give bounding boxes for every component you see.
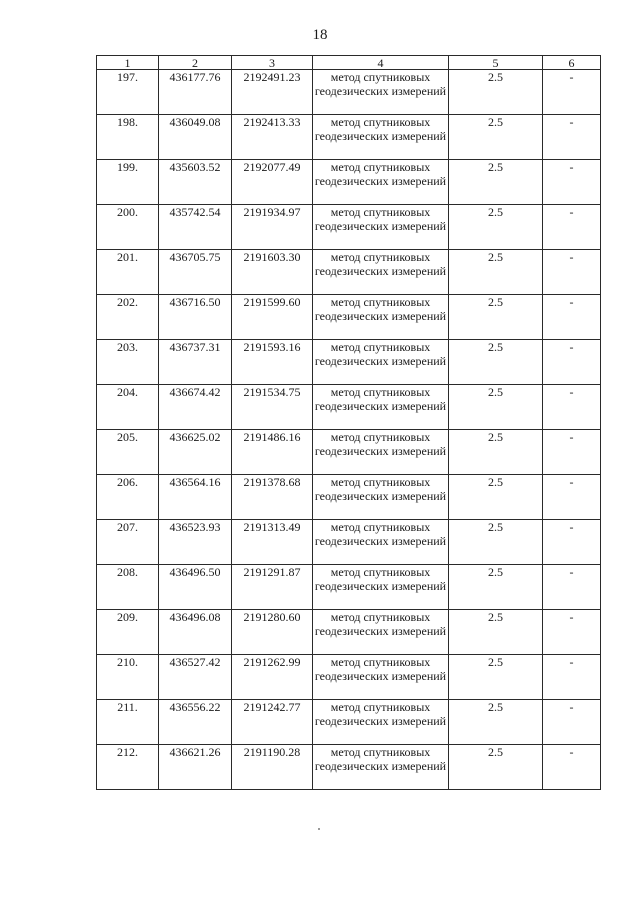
method-cell: метод спутниковых геодезических измерений (313, 70, 449, 115)
header-row (97, 56, 601, 70)
method-cell: метод спутниковых геодезических измерений (313, 745, 449, 790)
coord-x-cell: 436496.50 (159, 565, 232, 610)
coord-x-cell: 436049.08 (159, 115, 232, 160)
accuracy-cell: 2.5 (449, 430, 543, 475)
note-cell: - (543, 475, 601, 520)
coord-y-cell: 2192491.23 (232, 70, 313, 115)
method-cell: метод спутниковых геодезических измерений (313, 205, 449, 250)
coord-y-cell: 2191280.60 (232, 610, 313, 655)
table-row (97, 565, 601, 610)
header-col-1: 1 (97, 56, 159, 70)
point-number-cell: 199. (97, 160, 159, 205)
coord-x-cell: 436523.93 (159, 520, 232, 565)
accuracy-cell: 2.5 (449, 700, 543, 745)
accuracy-cell: 2.5 (449, 385, 543, 430)
point-number-cell: 200. (97, 205, 159, 250)
point-number-cell: 203. (97, 340, 159, 385)
coord-x-cell: 436564.16 (159, 475, 232, 520)
method-cell: метод спутниковых геодезических измерений (313, 160, 449, 205)
coord-x-cell: 435742.54 (159, 205, 232, 250)
accuracy-cell: 2.5 (449, 565, 543, 610)
accuracy-cell: 2.5 (449, 610, 543, 655)
accuracy-cell: 2.5 (449, 160, 543, 205)
point-number-cell: 205. (97, 430, 159, 475)
coord-y-cell: 2191378.68 (232, 475, 313, 520)
coord-y-cell: 2192077.49 (232, 160, 313, 205)
note-cell: - (543, 160, 601, 205)
coord-y-cell: 2191262.99 (232, 655, 313, 700)
coord-x-cell: 436674.42 (159, 385, 232, 430)
point-number-cell: 210. (97, 655, 159, 700)
table-row (97, 205, 601, 250)
header-col-3: 3 (232, 56, 313, 70)
table-row (97, 655, 601, 700)
accuracy-cell: 2.5 (449, 250, 543, 295)
note-cell: - (543, 205, 601, 250)
method-cell: метод спутниковых геодезических измерений (313, 385, 449, 430)
method-cell: метод спутниковых геодезических измерений (313, 250, 449, 295)
table-row (97, 385, 601, 430)
note-cell: - (543, 430, 601, 475)
note-cell: - (543, 565, 601, 610)
coord-x-cell: 436625.02 (159, 430, 232, 475)
note-cell: - (543, 250, 601, 295)
accuracy-cell: 2.5 (449, 205, 543, 250)
coord-x-cell: 436527.42 (159, 655, 232, 700)
note-cell: - (543, 655, 601, 700)
accuracy-cell: 2.5 (449, 340, 543, 385)
coordinates-table (96, 55, 601, 790)
method-cell: метод спутниковых геодезических измерений (313, 700, 449, 745)
method-cell: метод спутниковых геодезических измерений (313, 475, 449, 520)
scan-speck (318, 828, 320, 830)
table-row (97, 250, 601, 295)
table-row (97, 340, 601, 385)
method-cell: метод спутниковых геодезических измерений (313, 565, 449, 610)
page-number: 18 (312, 27, 328, 43)
coord-y-cell: 2191242.77 (232, 700, 313, 745)
coord-y-cell: 2191291.87 (232, 565, 313, 610)
table-row (97, 160, 601, 205)
coord-y-cell: 2191534.75 (232, 385, 313, 430)
method-cell: метод спутниковых геодезических измерений (313, 655, 449, 700)
note-cell: - (543, 385, 601, 430)
accuracy-cell: 2.5 (449, 655, 543, 700)
header-col-6: 6 (543, 56, 601, 70)
coord-y-cell: 2191599.60 (232, 295, 313, 340)
table-row (97, 115, 601, 160)
point-number-cell: 206. (97, 475, 159, 520)
point-number-cell: 197. (97, 70, 159, 115)
coord-y-cell: 2191593.16 (232, 340, 313, 385)
coord-y-cell: 2191313.49 (232, 520, 313, 565)
method-cell: метод спутниковых геодезических измерений (313, 430, 449, 475)
note-cell: - (543, 70, 601, 115)
table-body (97, 70, 601, 790)
table-row (97, 520, 601, 565)
point-number-cell: 211. (97, 700, 159, 745)
table-row (97, 745, 601, 790)
note-cell: - (543, 700, 601, 745)
coord-x-cell: 436737.31 (159, 340, 232, 385)
accuracy-cell: 2.5 (449, 520, 543, 565)
point-number-cell: 207. (97, 520, 159, 565)
accuracy-cell: 2.5 (449, 475, 543, 520)
method-cell: метод спутниковых геодезических измерений (313, 520, 449, 565)
coord-y-cell: 2191190.28 (232, 745, 313, 790)
method-cell: метод спутниковых геодезических измерений (313, 340, 449, 385)
table-row (97, 610, 601, 655)
note-cell: - (543, 520, 601, 565)
coord-y-cell: 2192413.33 (232, 115, 313, 160)
table-row (97, 475, 601, 520)
coord-y-cell: 2191486.16 (232, 430, 313, 475)
header-col-5: 5 (449, 56, 543, 70)
header-col-2: 2 (159, 56, 232, 70)
accuracy-cell: 2.5 (449, 70, 543, 115)
coord-y-cell: 2191603.30 (232, 250, 313, 295)
table-row (97, 295, 601, 340)
coord-x-cell: 436705.75 (159, 250, 232, 295)
point-number-cell: 209. (97, 610, 159, 655)
coord-x-cell: 435603.52 (159, 160, 232, 205)
note-cell: - (543, 745, 601, 790)
point-number-cell: 201. (97, 250, 159, 295)
coord-y-cell: 2191934.97 (232, 205, 313, 250)
point-number-cell: 202. (97, 295, 159, 340)
accuracy-cell: 2.5 (449, 115, 543, 160)
coord-x-cell: 436496.08 (159, 610, 232, 655)
table-row (97, 430, 601, 475)
point-number-cell: 204. (97, 385, 159, 430)
note-cell: - (543, 340, 601, 385)
method-cell: метод спутниковых геодезических измерений (313, 610, 449, 655)
accuracy-cell: 2.5 (449, 745, 543, 790)
note-cell: - (543, 610, 601, 655)
point-number-cell: 198. (97, 115, 159, 160)
note-cell: - (543, 115, 601, 160)
coord-x-cell: 436621.26 (159, 745, 232, 790)
coord-x-cell: 436716.50 (159, 295, 232, 340)
coord-x-cell: 436556.22 (159, 700, 232, 745)
method-cell: метод спутниковых геодезических измерений (313, 115, 449, 160)
coord-x-cell: 436177.76 (159, 70, 232, 115)
header-col-4: 4 (313, 56, 449, 70)
point-number-cell: 208. (97, 565, 159, 610)
table-row (97, 700, 601, 745)
table-row (97, 70, 601, 115)
table-header (97, 56, 601, 70)
point-number-cell: 212. (97, 745, 159, 790)
method-cell: метод спутниковых геодезических измерений (313, 295, 449, 340)
note-cell: - (543, 295, 601, 340)
accuracy-cell: 2.5 (449, 295, 543, 340)
